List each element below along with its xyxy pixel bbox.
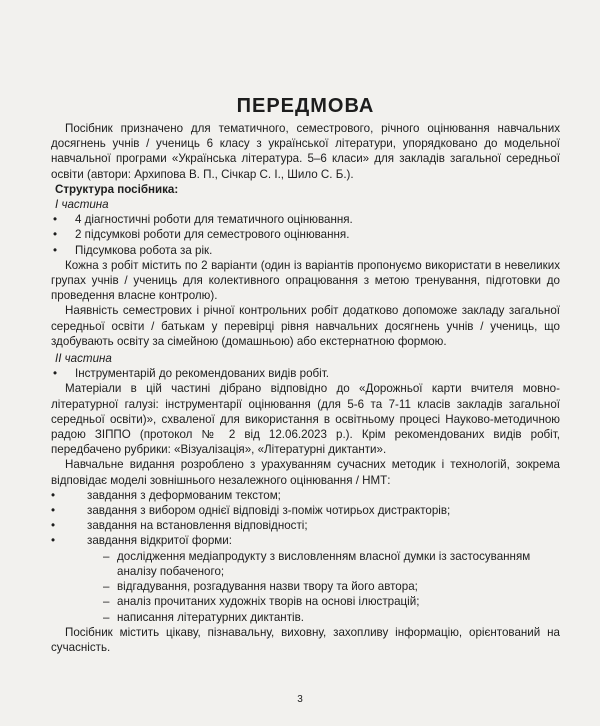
intro-paragraph: Посібник призначено для тематичного, семестрового, річного оцінювання навчальних досягнень учнів / учениць 6 класу з української літератури, упорядковано до модельної навчальної програми «Українська література. 5–6 класи» для закладів загальної середньої освіти (автори: Архипова В. П., Січкар С. І., Шило С. Б.). [51, 122, 560, 181]
methods-paragraph: Навчальне видання розроблено з урахуванням сучасних методик і технологій, зокрема відповідає моделі зовнішнього незалежного оцінювання / НМТ: [51, 458, 560, 487]
closing-paragraph: Посібник містить цікаву, пізнавальну, виховну, захопливу інформацію, орієнтований на сучасність. [51, 625, 560, 654]
part2-list [51, 366, 560, 381]
open-tasks-list [87, 549, 560, 625]
structure-heading: Структура посібника: [55, 182, 179, 196]
list-item: • завдання з вибором однієї відповіді з-поміж чотирьох дистракторів; [51, 503, 560, 518]
list-item: – відгадування, розгадування назви твору та його автора; [87, 579, 560, 594]
list-item: – написання літературних диктантів. [87, 610, 560, 625]
part1-label: І частина [55, 198, 109, 212]
list-item: – дослідження медіапродукту з висловленням власної думки із застосуванням аналізу побаченого; [87, 549, 560, 579]
list-item [51, 533, 560, 624]
list-item: • Інструментарій до рекомендованих видів робіт. [51, 366, 560, 381]
part2-paragraph: Матеріали в цій частині дібрано відповідно до «Дорожньої карти вчителя мовно-літературної галузі: інструментарії оцінювання (для 5-6 та 7-11 класів закладів загальної середньої освіти)», схваленої для використання в освітньому процесі Науково-методичною радою ЗІППО (протокол № 2 від 12.06.2023 р.). Крім рекомендованих видів робіт, передбачено рубрики: «Візуалізація», «Літературні диктанти». [51, 382, 560, 457]
page-number: 3 [297, 694, 303, 705]
list-item: • завдання на встановлення відповідності; [51, 518, 560, 533]
list-item: – аналіз прочитаних художніх творів на основі ілюстрацій; [87, 594, 560, 609]
list-item: • 4 діагностичні роботи для тематичного оцінювання. [51, 212, 560, 227]
part1-paragraph-variants: Кожна з робіт містить по 2 варіанти (один із варіантів пропонуємо використати в невеликих групах учнів / учениць для колективного опрацювання з метою тренування, підготовки до проведення власне контролю). [51, 258, 560, 303]
page-title: ПЕРЕДМОВА [236, 95, 375, 117]
part1-paragraph-tests: Наявність семестрових і річної контрольних робіт додатково допоможе закладу загальної середньої освіти / батькам у перевірці рівня навчальних досягнень учнів / учениць, що здобувають освіту за сімейною (домашньою) або екстернатною формою. [51, 304, 560, 348]
list-item: • 2 підсумкові роботи для семестрового оцінювання. [51, 227, 560, 242]
part1-list [51, 212, 560, 258]
open-tasks-label: завдання відкритої форми: [87, 534, 232, 548]
part2-label: ІІ частина [55, 352, 112, 366]
tasks-list [51, 488, 560, 625]
list-item: • Підсумкова робота за рік. [51, 243, 560, 258]
list-item: • завдання з деформованим текстом; [51, 488, 560, 503]
